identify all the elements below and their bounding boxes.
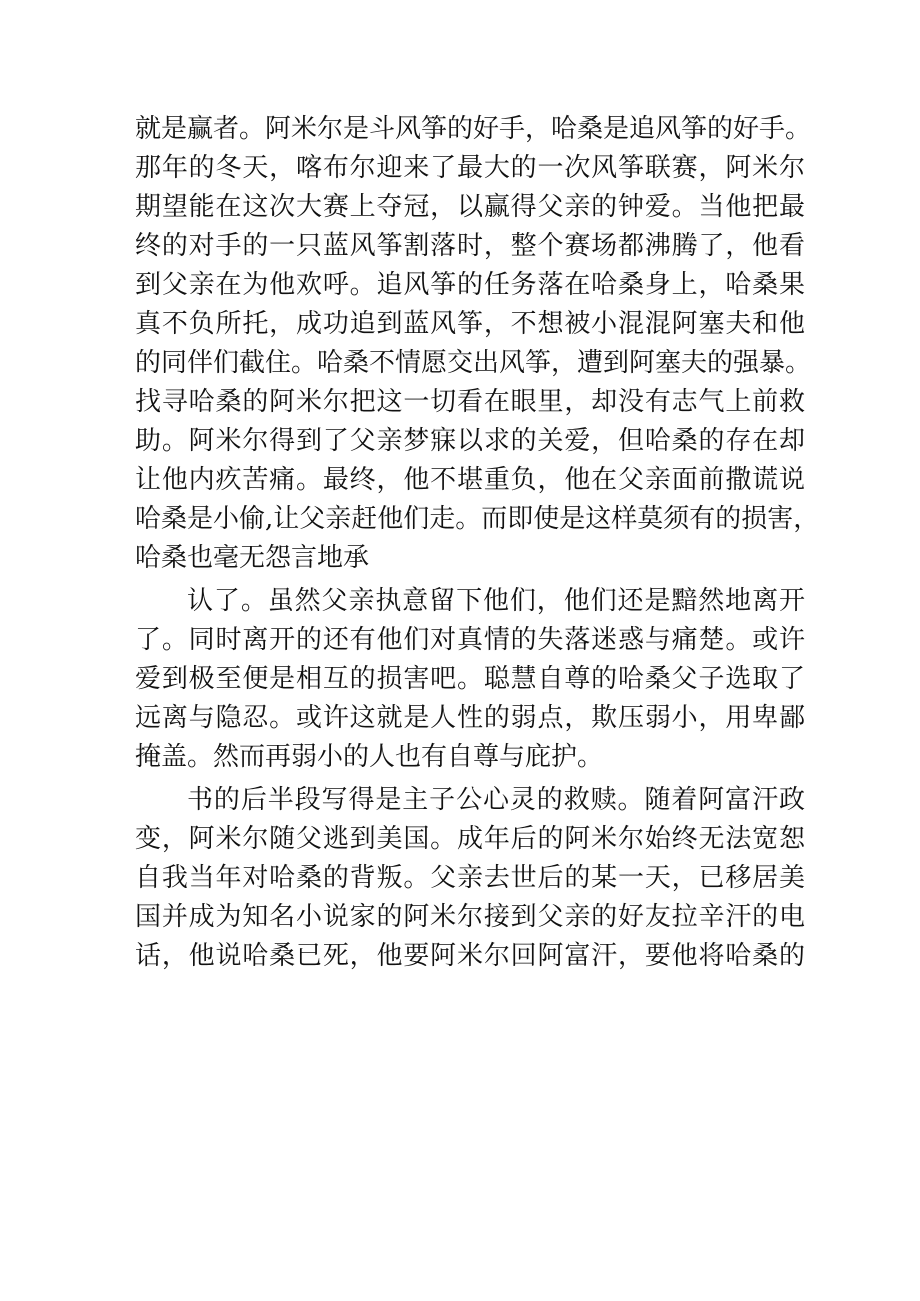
text-line: 让他内疚苦痛。最终，他不堪重负，他在父亲面前撒谎说 <box>135 465 805 495</box>
text-line: 就是赢者。阿米尔是斗风筝的好手，哈桑是追风筝的好手。 <box>135 114 812 144</box>
text-line: 助。阿米尔得到了父亲梦寐以求的关爱，但哈桑的存在却 <box>135 426 805 456</box>
text-line: 自我当年对哈桑的背叛。父亲去世后的某一天，已移居美 <box>135 863 805 893</box>
text-line: 话，他说哈桑已死，他要阿米尔回阿富汗，要他将哈桑的 <box>135 941 805 971</box>
text-line: 了。同时离开的还有他们对真情的失落迷惑与痛楚。或许 <box>135 625 805 655</box>
text-line: 国并成为知名小说家的阿米尔接到父亲的好友拉辛汗的电 <box>135 902 805 932</box>
text-line: 期望能在这次大赛上夺冠，以赢得父亲的钟爱。当他把最 <box>135 192 805 222</box>
text-line: 变，阿米尔随父逃到美国。成年后的阿米尔始终无法宽恕 <box>135 824 805 854</box>
text-line: 那年的冬天，喀布尔迎来了最大的一次风筝联赛，阿米尔 <box>135 153 805 183</box>
text-line: 的同伴们截住。哈桑不情愿交出风筝，遭到阿塞夫的强暴。 <box>135 348 812 378</box>
paragraph-kite-contest <box>135 110 820 578</box>
text-line: 哈桑是小偷,让父亲赶他们走。而即使是这样莫须有的损害， <box>135 504 820 534</box>
text-line: 书的后半段写得是主子公心灵的救赎。随着阿富汗政 <box>187 785 805 815</box>
paragraph-redemption <box>135 781 805 976</box>
text-line: 到父亲在为他欢呼。追风筝的任务落在哈桑身上，哈桑果 <box>135 270 805 300</box>
text-line: 远离与隐忍。或许这就是人性的弱点，欺压弱小，用卑鄙 <box>135 703 805 733</box>
text-line: 真不负所托，成功追到蓝风筝，不想被小混混阿塞夫和他 <box>135 309 805 339</box>
text-line: 哈桑也毫无怨言地承 <box>135 543 370 573</box>
text-line: 掩盖。然而再弱小的人也有自尊与庇护。 <box>135 742 604 772</box>
body-text <box>135 110 820 976</box>
paragraph-departure <box>135 582 805 777</box>
text-line: 认了。虽然父亲执意留下他们，他们还是黯然地离开 <box>187 586 805 616</box>
text-line: 找寻哈桑的阿米尔把这一切看在眼里，却没有志气上前救 <box>135 387 805 417</box>
text-line: 终的对手的一只蓝风筝割落时，整个赛场都沸腾了，他看 <box>135 231 805 261</box>
text-line: 爱到极至便是相互的损害吧。聪慧自尊的哈桑父子选取了 <box>135 664 805 694</box>
